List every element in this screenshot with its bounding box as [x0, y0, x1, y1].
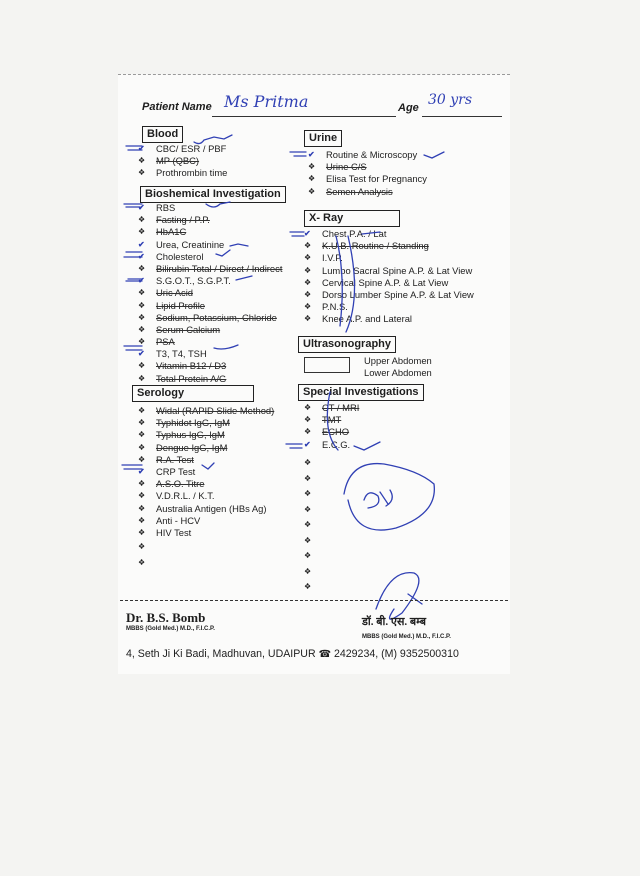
bullet-icon: ❖ [138, 227, 146, 237]
serology-header: Serology [132, 385, 254, 402]
tick-icon: ✔ [138, 466, 145, 476]
tick-icon: ✔ [138, 349, 145, 359]
list-item-text: Fasting / P.P. [156, 214, 210, 226]
list-item-text: Bilirubin Total / Direct / Indirect [156, 262, 283, 274]
list-item-text: I.V.P. [322, 252, 343, 264]
list-item-text: CBC/ ESR / PBF [156, 143, 227, 154]
list-item-text: E.C.G. [322, 438, 351, 450]
patient-name-label: Patient Name [142, 101, 212, 113]
list-item-text: MP (QBC) [156, 155, 200, 167]
clinic-address: 4, Seth Ji Ki Badi, Madhuvan, UDAIPUR [126, 648, 316, 660]
list-item-text: Dengue IgG, IgM [156, 441, 228, 453]
age-value: 30 yrs [428, 92, 473, 108]
bullet-icon: ❖ [308, 162, 316, 172]
doctor-qualification-right: MBBS (Gold Med.) M.D., F.I.C.P. [362, 634, 451, 640]
list-item-text: Prothrombin time [156, 167, 228, 179]
list-item-text: Widal (RAPID Slide Method) [156, 405, 275, 416]
bullet-icon: ❖ [304, 415, 312, 425]
list-item-text: Routine & Microscopy [326, 149, 418, 160]
xray-header: X- Ray [304, 210, 400, 227]
list-item-text: Urine C/S [326, 161, 367, 173]
empty-bullet: ❖ [304, 473, 312, 483]
phone-icon: ☎ [318, 649, 332, 660]
tick-icon: ✔ [304, 439, 311, 449]
list-item-text: Urea, Creatinine [156, 238, 225, 250]
list-item-text: T3, T4, TSH [156, 348, 207, 360]
list-item-text: Knee A.P. and Lateral [322, 313, 413, 325]
biochemical-header: Bioshemical Investigation [140, 186, 286, 203]
ultrasonography-header: Ultrasonography [298, 336, 396, 353]
bullet-icon: ❖ [308, 186, 316, 196]
list-item-text: Chest P.A. / Lat [322, 228, 387, 239]
list-item-text: Serum Calcium [156, 323, 221, 335]
empty-bullet: ❖ [304, 520, 312, 529]
list-item-text: Typhus IgG, IgM [156, 429, 225, 441]
bullet-icon: ❖ [138, 430, 146, 440]
empty-bullet: ❖ [138, 542, 146, 551]
list-item-text: ECHO [322, 426, 350, 438]
tick-icon: ✔ [138, 276, 145, 286]
tick-icon: ✔ [304, 229, 311, 238]
bullet-icon: ❖ [304, 314, 312, 324]
doctor-qualification: MBBS (Gold Med.) M.D., F.I.C.P. [126, 626, 215, 632]
list-item-text: Elisa Test for Pregnancy [326, 173, 427, 185]
empty-bullet: ❖ [304, 582, 312, 591]
empty-bullet: ❖ [304, 489, 312, 498]
list-item-text: Dorso Lumber Spine A.P. & Lat View [322, 288, 474, 300]
empty-bullet: ❖ [304, 458, 312, 467]
bullet-icon: ❖ [138, 263, 146, 273]
list-item-text: Typhidot IgG, IgM [156, 417, 230, 429]
bullet-icon: ❖ [138, 215, 146, 225]
empty-bullet: ❖ [304, 535, 312, 545]
bullet-icon: ❖ [304, 289, 312, 299]
age-label: Age [398, 102, 419, 114]
bullet-icon: ❖ [304, 427, 312, 437]
list-item-text: Uric Acid [156, 287, 193, 299]
list-item-text: Lumbo Sacral Spine A.P. & Lat View [322, 264, 473, 276]
bullet-icon: ❖ [304, 265, 312, 275]
empty-bullet: ❖ [304, 551, 312, 560]
bullet-icon: ❖ [138, 312, 146, 322]
list-item-text: K.U.B. Routine / Standing [322, 240, 429, 252]
clinic-address-line [126, 648, 459, 660]
bullet-icon: ❖ [138, 503, 146, 513]
urine-header: Urine [304, 130, 342, 147]
list-item-text: HbA1C [156, 226, 187, 238]
empty-bullet: ❖ [304, 566, 312, 576]
list-item-text: Cholesterol [156, 250, 204, 262]
bullet-icon: ❖ [138, 156, 146, 166]
bullet-icon: ❖ [308, 174, 316, 184]
list-item-text: Cervical Spine A.P. & Lat View [322, 276, 449, 288]
list-item-text: Semen Analysis [326, 185, 393, 197]
list-item-text: PSA [156, 336, 175, 348]
bullet-icon: ❖ [138, 479, 146, 489]
bullet-icon: ❖ [138, 406, 146, 415]
list-item-text: Total Protein A/G [156, 372, 227, 384]
list-item-text: Anti - HCV [156, 514, 201, 526]
list-item-text: R.A. Test [156, 453, 194, 465]
bullet-icon: ❖ [138, 288, 146, 298]
bullet-icon: ❖ [138, 337, 146, 347]
special-investigations-header: Special Investigations [298, 384, 424, 401]
clinic-phone: 2429234, (M) 9352500310 [333, 648, 459, 660]
list-item-text: Lipid Profile [156, 299, 205, 311]
list-item-text: S.G.O.T., S.G.P.T. [156, 275, 231, 287]
bullet-icon: ❖ [138, 324, 146, 334]
patient-name-value: Ms Pritma [224, 92, 309, 111]
doctor-name-hindi: डॉ. बी. एस. बम्ब [362, 616, 427, 628]
bullet-icon: ❖ [138, 515, 146, 525]
bullet-icon: ❖ [138, 491, 146, 501]
footer-divider [120, 600, 508, 601]
bullet-icon: ❖ [304, 241, 312, 251]
handwritten-marks [118, 74, 510, 674]
bullet-icon: ❖ [138, 442, 146, 452]
tick-icon: ✔ [138, 203, 145, 212]
list-item-text: Vitamin B12 / D3 [156, 360, 227, 372]
prescription-sheet [118, 74, 510, 674]
tick-icon: ✔ [138, 251, 145, 261]
list-item-text: Australia Antigen (HBs Ag) [156, 502, 267, 514]
blood-header: Blood [142, 126, 183, 143]
empty-bullet: ❖ [138, 558, 146, 567]
list-item-text: CRP Test [156, 465, 196, 477]
list-item: Upper Abdomen [364, 355, 432, 366]
bullet-icon: ❖ [138, 454, 146, 464]
bullet-icon: ❖ [138, 373, 146, 383]
bullet-icon: ❖ [304, 403, 312, 412]
list-item-text: P.N.S. [322, 301, 348, 313]
empty-bullet: ❖ [304, 504, 312, 514]
bullet-icon: ❖ [138, 168, 146, 178]
bullet-icon: ❖ [304, 277, 312, 287]
bullet-icon: ❖ [304, 253, 312, 263]
list-item: Lower Abdomen [364, 367, 432, 379]
tick-icon: ✔ [308, 150, 315, 159]
list-item-text: V.D.R.L. / K.T. [156, 490, 215, 502]
list-item-text: HIV Test [156, 526, 192, 538]
bullet-icon: ❖ [138, 527, 146, 537]
list-item-text: Sodium, Potassium, Chloride [156, 311, 277, 323]
bullet-icon: ❖ [138, 300, 146, 310]
bullet-icon: ❖ [138, 418, 146, 428]
list-item-text: A.S.O. Titre [156, 478, 205, 490]
bullet-icon: ❖ [138, 361, 146, 371]
tick-icon: ✔ [138, 239, 145, 249]
bullet-icon: ❖ [304, 302, 312, 312]
list-item-text: RBS [156, 202, 176, 213]
list-item-text: CT / MRI [322, 402, 360, 413]
list-item-text: TMT [322, 414, 342, 426]
tick-icon: ✔ [138, 144, 145, 153]
doctor-name: Dr. B.S. Bomb [126, 610, 206, 625]
